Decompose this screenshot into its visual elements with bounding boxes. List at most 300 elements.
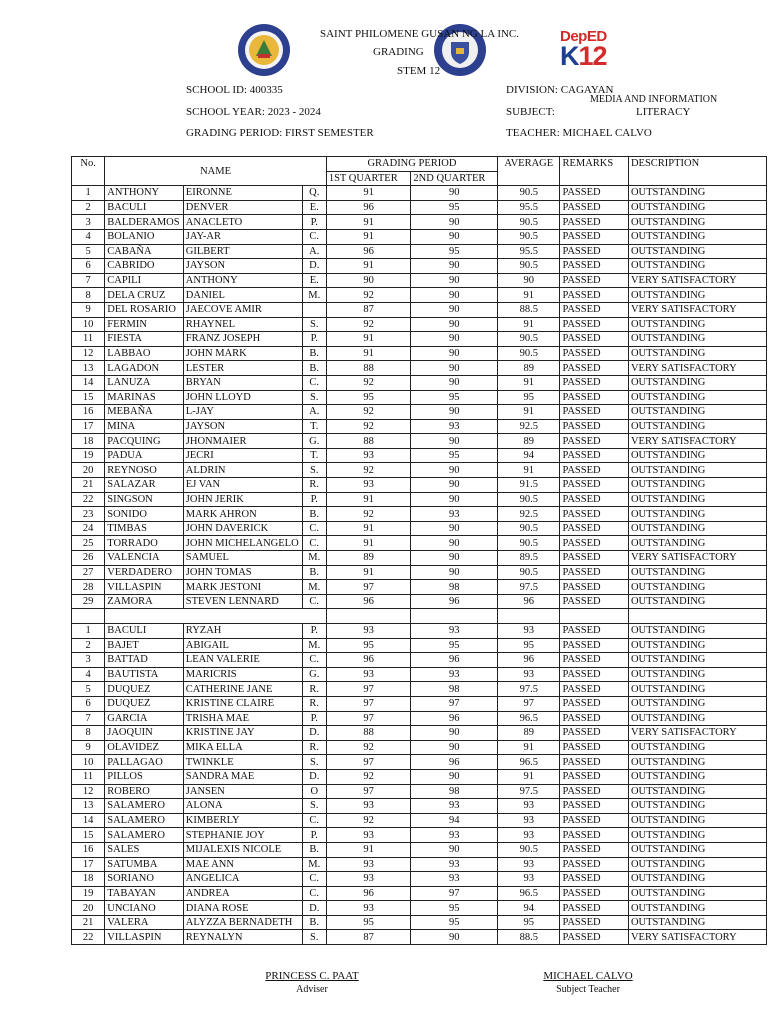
description: OUTSTANDING [628,448,766,463]
description: OUTSTANDING [628,857,766,872]
deped-k12-logo [556,28,622,74]
first-name: ALONA [183,799,302,814]
last-name: PALLAGAO [105,755,184,770]
remarks: PASSED [560,624,628,639]
average-grade: 93 [498,813,560,828]
average-grade: 95 [498,915,560,930]
description: OUTSTANDING [628,259,766,274]
remarks: PASSED [560,653,628,668]
description: OUTSTANDING [628,682,766,697]
middle-initial: P. [302,828,326,843]
remarks: PASSED [560,740,628,755]
table-row [72,273,767,288]
second-quarter-grade: 90 [411,463,498,478]
first-quarter-grade: 91 [326,259,411,274]
average-grade: 91 [498,740,560,755]
first-quarter-grade: 92 [326,419,411,434]
description: OUTSTANDING [628,638,766,653]
first-name: LEAN VALERIE [183,653,302,668]
last-name: BATTAD [105,653,184,668]
first-name: EIRONNE [183,186,302,201]
remarks: PASSED [560,259,628,274]
row-number: 19 [72,886,105,901]
middle-initial: M. [302,288,326,303]
average-grade: 91.5 [498,478,560,493]
first-quarter-grade: 91 [326,346,411,361]
school-year: SCHOOL YEAR: 2023 - 2024 [186,106,321,118]
description: OUTSTANDING [628,375,766,390]
second-quarter-grade: 93 [411,507,498,522]
second-quarter-grade: 90 [411,361,498,376]
first-name: KRISTINE JAY [183,726,302,741]
middle-initial: B. [302,361,326,376]
first-quarter-grade: 88 [326,434,411,449]
last-name: MINA [105,419,184,434]
average-grade: 89.5 [498,551,560,566]
description: OUTSTANDING [628,507,766,522]
col-q2-header: 2ND QUARTER [411,171,498,186]
second-quarter-grade: 95 [411,448,498,463]
remarks: PASSED [560,200,628,215]
row-number: 7 [72,273,105,288]
row-number: 9 [72,302,105,317]
first-name: MIKA ELLA [183,740,302,755]
first-name: L-JAY [183,405,302,420]
middle-initial: E. [302,200,326,215]
middle-initial: C. [302,375,326,390]
average-grade: 90.5 [498,332,560,347]
last-name: LAGADON [105,361,184,376]
description: OUTSTANDING [628,229,766,244]
description: OUTSTANDING [628,799,766,814]
middle-initial: S. [302,930,326,945]
middle-initial: D. [302,259,326,274]
average-grade: 90.5 [498,565,560,580]
first-name: STEVEN LENNARD [183,594,302,609]
middle-initial: A. [302,405,326,420]
middle-initial: C. [302,872,326,887]
table-row [72,624,767,639]
last-name: TIMBAS [105,521,184,536]
first-quarter-grade: 91 [326,565,411,580]
middle-initial: A. [302,244,326,259]
row-number: 18 [72,872,105,887]
second-quarter-grade: 90 [411,930,498,945]
average-grade: 97 [498,696,560,711]
average-grade: 93 [498,828,560,843]
last-name: PILLOS [105,769,184,784]
adviser-signature [250,970,374,996]
last-name: TABAYAN [105,886,184,901]
average-grade: 91 [498,288,560,303]
description: OUTSTANDING [628,813,766,828]
first-quarter-grade: 88 [326,726,411,741]
remarks: PASSED [560,478,628,493]
table-row [72,799,767,814]
remarks: PASSED [560,507,628,522]
table-row [72,696,767,711]
average-grade: 96 [498,653,560,668]
row-number: 18 [72,434,105,449]
row-number: 10 [72,317,105,332]
table-row [72,302,767,317]
middle-initial: P. [302,332,326,347]
description: OUTSTANDING [628,886,766,901]
description: OUTSTANDING [628,901,766,916]
average-grade: 89 [498,726,560,741]
remarks: PASSED [560,186,628,201]
table-row [72,565,767,580]
table-row [72,813,767,828]
row-number: 11 [72,332,105,347]
second-quarter-grade: 90 [411,186,498,201]
average-grade: 90.5 [498,215,560,230]
remarks: PASSED [560,565,628,580]
average-grade: 97.5 [498,682,560,697]
first-name: STEPHANIE JOY [183,828,302,843]
row-number: 9 [72,740,105,755]
middle-initial: T. [302,419,326,434]
description: OUTSTANDING [628,653,766,668]
remarks: PASSED [560,682,628,697]
middle-initial: C. [302,229,326,244]
table-row [72,186,767,201]
first-quarter-grade: 97 [326,580,411,595]
average-grade: 90.5 [498,521,560,536]
table-row [72,463,767,478]
average-grade: 93 [498,624,560,639]
first-name: JOHN TOMAS [183,565,302,580]
average-grade: 88.5 [498,302,560,317]
header-row-1 [72,157,767,172]
grading-title: GRADING [373,46,424,58]
first-quarter-grade: 87 [326,302,411,317]
first-name: JOHN LLOYD [183,390,302,405]
last-name: JAOQUIN [105,726,184,741]
middle-initial: C. [302,886,326,901]
table-row [72,346,767,361]
description: OUTSTANDING [628,463,766,478]
table-row [72,872,767,887]
first-quarter-grade: 90 [326,273,411,288]
first-name: MARK JESTONI [183,580,302,595]
first-name: GILBERT [183,244,302,259]
last-name: SALAZAR [105,478,184,493]
deped-seal-logo [236,22,292,78]
remarks: PASSED [560,492,628,507]
first-name: DIANA ROSE [183,901,302,916]
row-number: 14 [72,813,105,828]
first-name: ABIGAIL [183,638,302,653]
second-quarter-grade: 90 [411,273,498,288]
remarks: PASSED [560,711,628,726]
last-name: TORRADO [105,536,184,551]
average-grade: 89 [498,434,560,449]
second-quarter-grade: 96 [411,755,498,770]
row-number: 3 [72,215,105,230]
group-separator [72,609,767,624]
table-row [72,901,767,916]
remarks: PASSED [560,273,628,288]
table-row [72,448,767,463]
school-id: SCHOOL ID: 400335 [186,84,283,96]
first-quarter-grade: 92 [326,813,411,828]
middle-initial: M. [302,857,326,872]
row-number: 8 [72,288,105,303]
description: OUTSTANDING [628,405,766,420]
first-quarter-grade: 91 [326,492,411,507]
school-name: SAINT PHILOMENE GUSAN NG LA INC. [320,28,520,40]
row-number: 15 [72,390,105,405]
description: OUTSTANDING [628,478,766,493]
row-number: 29 [72,594,105,609]
second-quarter-grade: 96 [411,711,498,726]
last-name: VILLASPIN [105,930,184,945]
last-name: UNCIANO [105,901,184,916]
first-name: JAY-AR [183,229,302,244]
first-name: ANACLETO [183,215,302,230]
first-quarter-grade: 96 [326,886,411,901]
first-name: CATHERINE JANE [183,682,302,697]
average-grade: 96.5 [498,755,560,770]
average-grade: 88.5 [498,930,560,945]
last-name: SALES [105,842,184,857]
first-quarter-grade: 92 [326,405,411,420]
remarks: PASSED [560,638,628,653]
row-number: 12 [72,784,105,799]
remarks: PASSED [560,448,628,463]
average-grade: 90.5 [498,842,560,857]
table-row [72,740,767,755]
first-name: REYNALYN [183,930,302,945]
average-grade: 91 [498,317,560,332]
second-quarter-grade: 90 [411,551,498,566]
first-quarter-grade: 91 [326,186,411,201]
middle-initial: G. [302,667,326,682]
last-name: CABRIDO [105,259,184,274]
row-number: 14 [72,375,105,390]
description: OUTSTANDING [628,536,766,551]
first-quarter-grade: 93 [326,799,411,814]
description: OUTSTANDING [628,755,766,770]
table-row [72,521,767,536]
row-number: 26 [72,551,105,566]
last-name: GARCIA [105,711,184,726]
row-number: 27 [72,565,105,580]
row-number: 4 [72,667,105,682]
remarks: PASSED [560,901,628,916]
first-quarter-grade: 92 [326,463,411,478]
first-quarter-grade: 91 [326,229,411,244]
table-row [72,580,767,595]
subject-line-1: MEDIA AND INFORMATION [590,94,718,105]
table-row [72,507,767,522]
first-name: KIMBERLY [183,813,302,828]
remarks: PASSED [560,551,628,566]
description: VERY SATISFACTORY [628,273,766,288]
second-quarter-grade: 90 [411,346,498,361]
middle-initial: R. [302,696,326,711]
remarks: PASSED [560,375,628,390]
remarks: PASSED [560,215,628,230]
last-name: SATUMBA [105,857,184,872]
row-number: 5 [72,244,105,259]
average-grade: 96 [498,594,560,609]
second-quarter-grade: 90 [411,769,498,784]
remarks: PASSED [560,667,628,682]
average-grade: 90.5 [498,259,560,274]
row-number: 12 [72,346,105,361]
table-row [72,390,767,405]
row-number: 16 [72,842,105,857]
middle-initial: C. [302,521,326,536]
middle-initial: M. [302,638,326,653]
second-quarter-grade: 95 [411,390,498,405]
second-quarter-grade: 90 [411,229,498,244]
description: VERY SATISFACTORY [628,726,766,741]
first-quarter-grade: 97 [326,682,411,697]
k12-number: 12 [578,41,607,71]
second-quarter-grade: 90 [411,536,498,551]
col-grading-period-header: GRADING PERIOD [326,157,497,172]
remarks: PASSED [560,930,628,945]
average-grade: 90 [498,273,560,288]
second-quarter-grade: 90 [411,317,498,332]
average-grade: 97.5 [498,784,560,799]
description: OUTSTANDING [628,711,766,726]
last-name: DUQUEZ [105,682,184,697]
teacher: TEACHER: MICHAEL CALVO [506,127,652,139]
male-students [72,186,767,609]
middle-initial: P. [302,215,326,230]
table-row [72,551,767,566]
first-name: KRISTINE CLAIRE [183,696,302,711]
first-quarter-grade: 96 [326,244,411,259]
row-number: 15 [72,828,105,843]
middle-initial: P. [302,624,326,639]
first-quarter-grade: 97 [326,711,411,726]
remarks: PASSED [560,726,628,741]
table-row [72,288,767,303]
description: OUTSTANDING [628,915,766,930]
teacher-signature [526,970,650,996]
remarks: PASSED [560,915,628,930]
table-row [72,229,767,244]
first-quarter-grade: 92 [326,317,411,332]
middle-initial: B. [302,346,326,361]
middle-initial: O [302,784,326,799]
middle-initial: D. [302,769,326,784]
description: OUTSTANDING [628,390,766,405]
row-number: 2 [72,638,105,653]
remarks: PASSED [560,594,628,609]
last-name: CAPILI [105,273,184,288]
second-quarter-grade: 90 [411,375,498,390]
k12-k: K [560,41,579,71]
description: VERY SATISFACTORY [628,434,766,449]
remarks: PASSED [560,244,628,259]
table-row [72,842,767,857]
table-row [72,857,767,872]
middle-initial: C. [302,653,326,668]
last-name: SALAMERO [105,828,184,843]
first-quarter-grade: 88 [326,361,411,376]
remarks: PASSED [560,463,628,478]
second-quarter-grade: 90 [411,215,498,230]
first-quarter-grade: 95 [326,915,411,930]
description: OUTSTANDING [628,740,766,755]
middle-initial: C. [302,813,326,828]
row-number: 25 [72,536,105,551]
table-row [72,755,767,770]
middle-initial: G. [302,434,326,449]
second-quarter-grade: 95 [411,915,498,930]
row-number: 17 [72,857,105,872]
first-name: LESTER [183,361,302,376]
row-number: 23 [72,507,105,522]
table-row [72,915,767,930]
first-quarter-grade: 93 [326,901,411,916]
first-name: JANSEN [183,784,302,799]
second-quarter-grade: 93 [411,624,498,639]
table-row [72,259,767,274]
first-name: RYZAH [183,624,302,639]
second-quarter-grade: 97 [411,886,498,901]
row-number: 2 [72,200,105,215]
second-quarter-grade: 98 [411,784,498,799]
last-name: BACULI [105,624,184,639]
description: OUTSTANDING [628,872,766,887]
second-quarter-grade: 90 [411,434,498,449]
second-quarter-grade: 93 [411,857,498,872]
description: OUTSTANDING [628,624,766,639]
first-quarter-grade: 93 [326,872,411,887]
grades-table [71,156,767,945]
first-name: ANDREA [183,886,302,901]
average-grade: 95 [498,638,560,653]
first-quarter-grade: 92 [326,507,411,522]
last-name: OLAVIDEZ [105,740,184,755]
remarks: PASSED [560,346,628,361]
description: VERY SATISFACTORY [628,361,766,376]
average-grade: 90.5 [498,536,560,551]
description: OUTSTANDING [628,580,766,595]
middle-initial: B. [302,915,326,930]
table-row [72,332,767,347]
remarks: PASSED [560,842,628,857]
second-quarter-grade: 90 [411,332,498,347]
remarks: PASSED [560,361,628,376]
second-quarter-grade: 96 [411,594,498,609]
remarks: PASSED [560,332,628,347]
remarks: PASSED [560,317,628,332]
second-quarter-grade: 90 [411,726,498,741]
second-quarter-grade: 93 [411,828,498,843]
first-name: JAYSON [183,259,302,274]
second-quarter-grade: 90 [411,478,498,493]
table-row [72,244,767,259]
middle-initial: Q. [302,186,326,201]
description: OUTSTANDING [628,769,766,784]
last-name: LABBAO [105,346,184,361]
first-name: EJ VAN [183,478,302,493]
remarks: PASSED [560,769,628,784]
last-name: ZAMORA [105,594,184,609]
first-name: JOHN DAVERICK [183,521,302,536]
second-quarter-grade: 98 [411,580,498,595]
average-grade: 95.5 [498,200,560,215]
row-number: 20 [72,901,105,916]
